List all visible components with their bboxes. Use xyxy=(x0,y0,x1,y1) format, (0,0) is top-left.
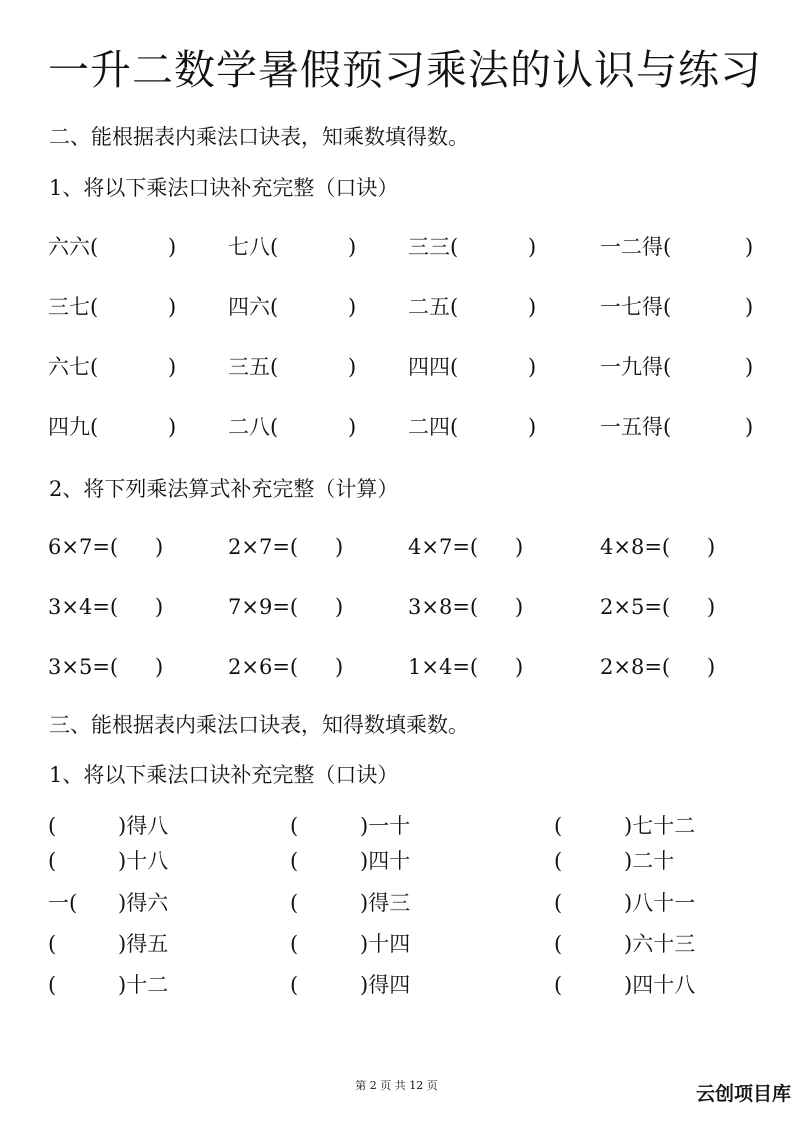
mnemonic-text: 七八( xyxy=(228,235,279,259)
reverse-mnemonic-text: )四十八 xyxy=(624,973,696,997)
close-paren: ) xyxy=(348,295,357,319)
mnemonic-row xyxy=(0,417,793,447)
page-footer: 第 2 页 共 12 页 xyxy=(355,1079,438,1092)
close-paren: ) xyxy=(168,355,177,379)
close-paren: ) xyxy=(745,295,754,319)
mnemonic-text: 二五( xyxy=(408,295,459,319)
close-paren: ) xyxy=(335,595,344,619)
mnemonic-row xyxy=(0,297,793,327)
equation-text: 2×5=( xyxy=(600,595,671,619)
reverse-mnemonic-text: )得五 xyxy=(118,932,169,956)
close-paren: ) xyxy=(528,415,537,439)
reverse-mnemonic-text: )得六 xyxy=(118,891,169,915)
reverse-mnemonic-text: )得四 xyxy=(360,973,411,997)
equation-text: 4×7=( xyxy=(408,535,479,559)
close-paren: ) xyxy=(515,595,524,619)
equation-text: 2×8=( xyxy=(600,655,671,679)
mnemonic-text: 三七( xyxy=(48,295,99,319)
mnemonic-text: 一九得( xyxy=(600,355,672,379)
close-paren: ) xyxy=(168,235,177,259)
close-paren: ) xyxy=(745,415,754,439)
open-paren: ( xyxy=(554,891,563,915)
equation-row xyxy=(0,537,793,567)
reverse-mnemonic-row xyxy=(0,975,793,1005)
page-title: 一升二数学暑假预习乘法的认识与练习 xyxy=(48,46,762,94)
open-paren: ( xyxy=(554,932,563,956)
reverse-mnemonic-text: )六十三 xyxy=(624,932,696,956)
close-paren: ) xyxy=(528,355,537,379)
close-paren: ) xyxy=(335,535,344,559)
equation-text: 3×4=( xyxy=(48,595,119,619)
close-paren: ) xyxy=(707,595,716,619)
close-paren: ) xyxy=(348,415,357,439)
open-paren: ( xyxy=(290,814,299,838)
mnemonic-row xyxy=(0,357,793,387)
open-paren: ( xyxy=(290,973,299,997)
section-3-heading: 三、能根据表内乘法口诀表，知得数填乘数。 xyxy=(49,713,469,737)
close-paren: ) xyxy=(348,355,357,379)
open-paren: ( xyxy=(554,973,563,997)
equation-text: 4×8=( xyxy=(600,535,671,559)
close-paren: ) xyxy=(515,655,524,679)
section-2-part-1-heading: 1、将以下乘法口诀补充完整（口诀） xyxy=(49,176,399,200)
close-paren: ) xyxy=(155,535,164,559)
reverse-mnemonic-text: )四十 xyxy=(360,849,411,873)
mnemonic-text: 一五得( xyxy=(600,415,672,439)
close-paren: ) xyxy=(335,655,344,679)
equation-row xyxy=(0,597,793,627)
close-paren: ) xyxy=(155,655,164,679)
equation-text: 7×9=( xyxy=(228,595,299,619)
mnemonic-row xyxy=(0,237,793,267)
equation-text: 3×8=( xyxy=(408,595,479,619)
close-paren: ) xyxy=(168,295,177,319)
reverse-mnemonic-text: )得三 xyxy=(360,891,411,915)
open-paren: ( xyxy=(290,849,299,873)
open-paren: ( xyxy=(48,814,57,838)
mnemonic-text: 二四( xyxy=(408,415,459,439)
open-paren: ( xyxy=(48,849,57,873)
equation-text: 2×7=( xyxy=(228,535,299,559)
mnemonic-text: 四九( xyxy=(48,415,99,439)
equation-row xyxy=(0,657,793,687)
equation-text: 3×5=( xyxy=(48,655,119,679)
mnemonic-text: 三三( xyxy=(408,235,459,259)
reverse-mnemonic-text: )八十一 xyxy=(624,891,696,915)
section-3-part-1-heading: 1、将以下乘法口诀补充完整（口诀） xyxy=(49,763,399,787)
mnemonic-text: 六六( xyxy=(48,235,99,259)
close-paren: ) xyxy=(707,535,716,559)
reverse-mnemonic-text: )二十 xyxy=(624,849,675,873)
open-paren: ( xyxy=(554,814,563,838)
mnemonic-text: 六七( xyxy=(48,355,99,379)
section-2-part-2-heading: 2、将下列乘法算式补充完整（计算） xyxy=(49,477,399,501)
close-paren: ) xyxy=(528,235,537,259)
open-paren: ( xyxy=(290,932,299,956)
close-paren: ) xyxy=(707,655,716,679)
mnemonic-text: 三五( xyxy=(228,355,279,379)
close-paren: ) xyxy=(745,235,754,259)
open-paren: ( xyxy=(290,891,299,915)
mnemonic-text: 四四( xyxy=(408,355,459,379)
close-paren: ) xyxy=(515,535,524,559)
reverse-mnemonic-row xyxy=(0,934,793,964)
equation-text: 2×6=( xyxy=(228,655,299,679)
mnemonic-text: 四六( xyxy=(228,295,279,319)
reverse-mnemonic-text: )得八 xyxy=(118,814,169,838)
equation-text: 6×7=( xyxy=(48,535,119,559)
close-paren: ) xyxy=(168,415,177,439)
open-paren: 一( xyxy=(48,891,78,915)
reverse-mnemonic-text: )十二 xyxy=(118,973,169,997)
reverse-mnemonic-row xyxy=(0,816,793,846)
close-paren: ) xyxy=(745,355,754,379)
close-paren: ) xyxy=(155,595,164,619)
mnemonic-text: 一七得( xyxy=(600,295,672,319)
reverse-mnemonic-text: )一十 xyxy=(360,814,411,838)
open-paren: ( xyxy=(48,932,57,956)
watermark: 云创项目库 xyxy=(695,1083,791,1105)
reverse-mnemonic-text: )十八 xyxy=(118,849,169,873)
reverse-mnemonic-row xyxy=(0,893,793,923)
mnemonic-text: 二八( xyxy=(228,415,279,439)
reverse-mnemonic-row xyxy=(0,851,793,881)
open-paren: ( xyxy=(48,973,57,997)
reverse-mnemonic-text: )十四 xyxy=(360,932,411,956)
close-paren: ) xyxy=(348,235,357,259)
section-2-heading: 二、能根据表内乘法口诀表，知乘数填得数。 xyxy=(49,125,469,149)
open-paren: ( xyxy=(554,849,563,873)
equation-text: 1×4=( xyxy=(408,655,479,679)
mnemonic-text: 一二得( xyxy=(600,235,672,259)
close-paren: ) xyxy=(528,295,537,319)
reverse-mnemonic-text: )七十二 xyxy=(624,814,696,838)
